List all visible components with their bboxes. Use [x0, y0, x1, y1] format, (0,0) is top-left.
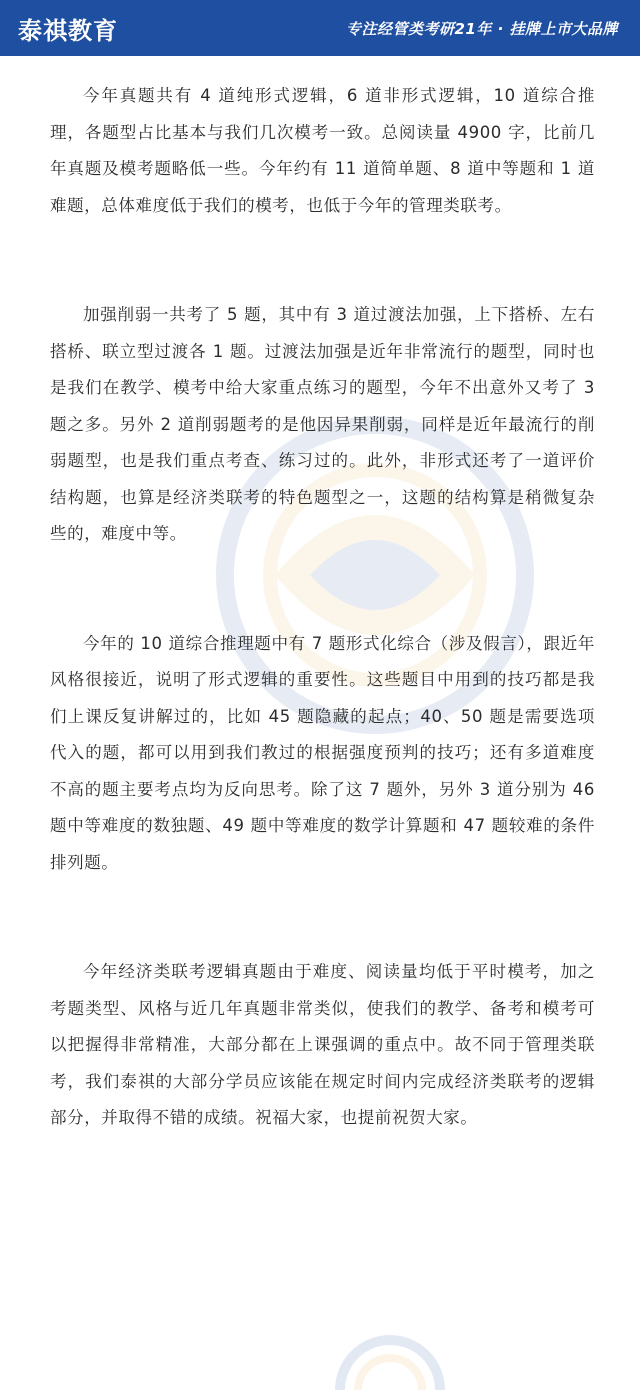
- watermark-logo-bottom: [330, 1330, 450, 1390]
- paragraph-strengthen-weaken: 加强削弱一共考了 5 题，其中有 3 道过渡法加强，上下搭桥、左右搭桥、联立型过渡各 1 题。过渡法加强是近年非常流行的题型，同时也是我们在教学、模考中给大家重点练习的题型，今年不出意外又考了 3 题之多。另外 2 道削弱题考的是他因异果削弱，同样是近年最流行的削弱题型，也是我们重点考查、练习过的。此外，非形式还考了一道评价结构题，也算是经济类联考的特色题型之一，这题的结构算是稍微复杂些的，难度中等。: [50, 305, 595, 543]
- page-header: [0, 0, 640, 56]
- paragraph-comprehensive-reasoning: 今年的 10 道综合推理题中有 7 题形式化综合（涉及假言），跟近年风格很接近，说明了形式逻辑的重要性。这些题目中用到的技巧都是我们上课反复讲解过的，比如 45 题隐藏的起点；40、50 题是需要选项代入的题，都可以用到我们教过的根据强度预判的技巧；还有多道难度不高的题主要考点均为反向思考。除了这 7 题外，另外 3 道分别为 46 题中等难度的数独题、49 题中等难度的数学计算题和 47 题较难的条件排列题。: [50, 633, 595, 872]
- header-slogan: 专注经管类考研21年 · 挂牌上市大品牌: [345, 19, 618, 38]
- paragraph-overview: 今年真题共有 4 道纯形式逻辑，6 道非形式逻辑，10 道综合推理，各题型占比基本与我们几次模考一致。总阅读量 4900 字，比前几年真题及模考题略低一些。今年约有 11 道简单题、8 道中等题和 1 道难题，总体难度低于我们的模考，也低于今年的管理类联考。: [50, 86, 595, 215]
- brand-logo-text: 泰祺教育: [18, 15, 118, 45]
- article-body: [50, 78, 595, 1210]
- paragraph-conclusion: 今年经济类联考逻辑真题由于难度、阅读量均低于平时模考，加之考题类型、风格与近几年真题非常类似，使我们的教学、备考和模考可以把握得非常精准，大部分都在上课强调的重点中。故不同于管理类联考，我们泰祺的大部分学员应该能在规定时间内完成经济类联考的逻辑部分，并取得不错的成绩。祝福大家，也提前祝贺大家。: [50, 962, 595, 1127]
